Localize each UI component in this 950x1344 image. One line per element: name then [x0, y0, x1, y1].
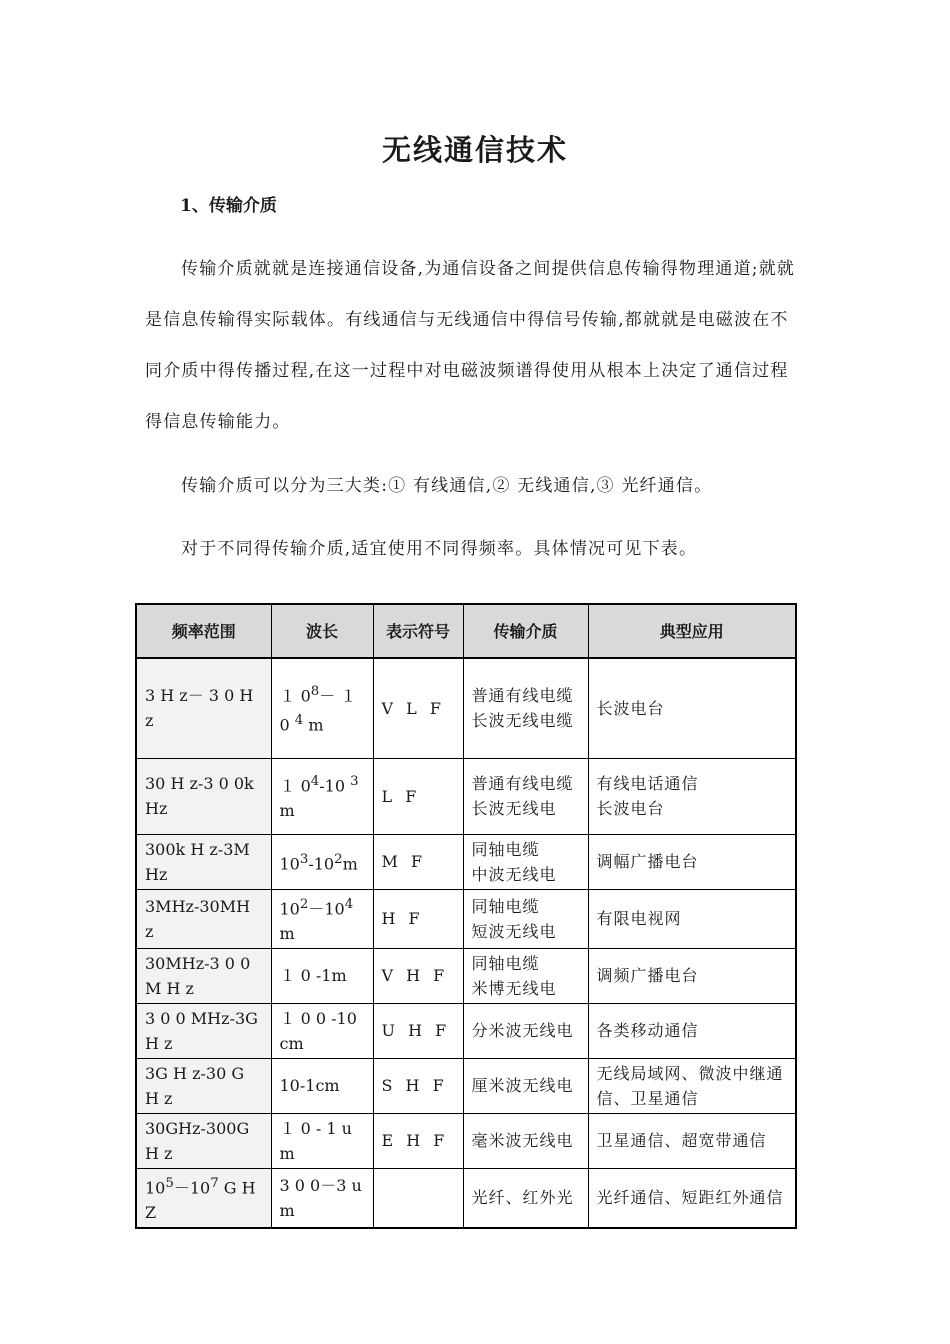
- cell-transmission-medium: 毫米波无线电: [463, 1113, 588, 1168]
- cell-typical-application: 调频广播电台: [588, 948, 796, 1003]
- cell-transmission-medium: 厘米波无线电: [463, 1058, 588, 1113]
- cell-symbol: V H F: [373, 948, 463, 1003]
- cell-frequency-range: 300k H z-3MHz: [136, 834, 271, 889]
- cell-transmission-medium: 同轴电缆 米博无线电: [463, 948, 588, 1003]
- cell-symbol: L F: [373, 758, 463, 834]
- cell-wavelength: １ 0 -1m: [271, 948, 373, 1003]
- cell-typical-application: 长波电台: [588, 658, 796, 758]
- cell-frequency-range: 30MHz-3 0 0 M H z: [136, 948, 271, 1003]
- cell-frequency-range: 3 0 0 MHz-3GH z: [136, 1003, 271, 1058]
- cell-wavelength: 10-1cm: [271, 1058, 373, 1113]
- cell-symbol: U H F: [373, 1003, 463, 1058]
- cell-transmission-medium: 分米波无线电: [463, 1003, 588, 1058]
- cell-typical-application: 有限电视网: [588, 889, 796, 948]
- cell-symbol: V L F: [373, 658, 463, 758]
- cell-symbol: H F: [373, 889, 463, 948]
- cell-frequency-range: 3G H z-30 G H z: [136, 1058, 271, 1113]
- header-wavelength: 波长: [271, 604, 373, 658]
- frequency-table: [135, 603, 797, 1229]
- cell-typical-application: 各类移动通信: [588, 1003, 796, 1058]
- cell-symbol: S H F: [373, 1058, 463, 1113]
- cell-typical-application: 卫星通信、超宽带通信: [588, 1113, 796, 1168]
- cell-wavelength: １ 0 - 1 u m: [271, 1113, 373, 1168]
- cell-wavelength: １ $0^4-10$ $^3$ m: [271, 758, 373, 834]
- header-frequency-range: 频率范围: [136, 604, 271, 658]
- cell-transmission-medium: 光纤、红外光: [463, 1168, 588, 1228]
- cell-frequency-range: 30GHz-300G H z: [136, 1113, 271, 1168]
- cell-frequency-range: 3 H z－ 3 0 H z: [136, 658, 271, 758]
- cell-wavelength: １ 0 0 -10cm: [271, 1003, 373, 1058]
- table-header-row: [136, 604, 796, 658]
- cell-transmission-medium: 普通有线电缆 长波无线电缆: [463, 658, 588, 758]
- cell-transmission-medium: 同轴电缆 短波无线电: [463, 889, 588, 948]
- table-row: [136, 1113, 796, 1168]
- cell-wavelength: $10^3-10^2m$: [271, 834, 373, 889]
- cell-wavelength: １ $0^8- 1$ 0 $^4$ m: [271, 658, 373, 758]
- cell-frequency-range: 30 H z-3 0 0kHz: [136, 758, 271, 834]
- cell-wavelength: $10^2-10^4$ m: [271, 889, 373, 948]
- paragraph-intro: 传输介质就就是连接通信设备,为通信设备之间提供信息传输得物理通道;就就是信息传输得实际载体。有线通信与无线通信中得信号传输,都就就是电磁波在不同介质中得传播过程,在这一过程中对电磁波频谱得使用从根本上决定了通信过程得信息传输能力。: [145, 259, 796, 432]
- cell-wavelength: 3 0 0－3 u m: [271, 1168, 373, 1228]
- cell-transmission-medium: 普通有线电缆 长波无线电: [463, 758, 588, 834]
- table-row: [136, 658, 796, 758]
- cell-typical-application: 无线局域网、微波中继通信、卫星通信: [588, 1058, 796, 1113]
- cell-symbol: M F: [373, 834, 463, 889]
- cell-symbol: [373, 1168, 463, 1228]
- table-row: [136, 1003, 796, 1058]
- table-row: [136, 758, 796, 834]
- table-body: [136, 658, 796, 1228]
- table-row: [136, 1168, 796, 1228]
- cell-symbol: E H F: [373, 1113, 463, 1168]
- header-transmission-medium: 传输介质: [463, 604, 588, 658]
- cell-frequency-range: $10^5-10^7$ G HZ: [136, 1168, 271, 1228]
- cell-frequency-range: 3MHz-30MH z: [136, 889, 271, 948]
- header-symbol: 表示符号: [373, 604, 463, 658]
- cell-transmission-medium: 同轴电缆 中波无线电: [463, 834, 588, 889]
- paragraph-table-intro: 对于不同得传输介质,适宜使用不同得频率。具体情况可见下表。: [181, 539, 698, 559]
- table-row: [136, 1058, 796, 1113]
- header-typical-application: 典型应用: [588, 604, 796, 658]
- cell-typical-application: 有线电话通信 长波电台: [588, 758, 796, 834]
- section-heading: 1、传输介质: [180, 196, 277, 216]
- paragraph-categories: 传输介质可以分为三大类:① 有线通信,② 无线通信,③ 光纤通信。: [181, 476, 713, 496]
- table-row: [136, 834, 796, 889]
- page-title: 无线通信技术: [381, 133, 568, 167]
- cell-typical-application: 调幅广播电台: [588, 834, 796, 889]
- table-row: [136, 948, 796, 1003]
- cell-typical-application: 光纤通信、短距红外通信: [588, 1168, 796, 1228]
- table-row: [136, 889, 796, 948]
